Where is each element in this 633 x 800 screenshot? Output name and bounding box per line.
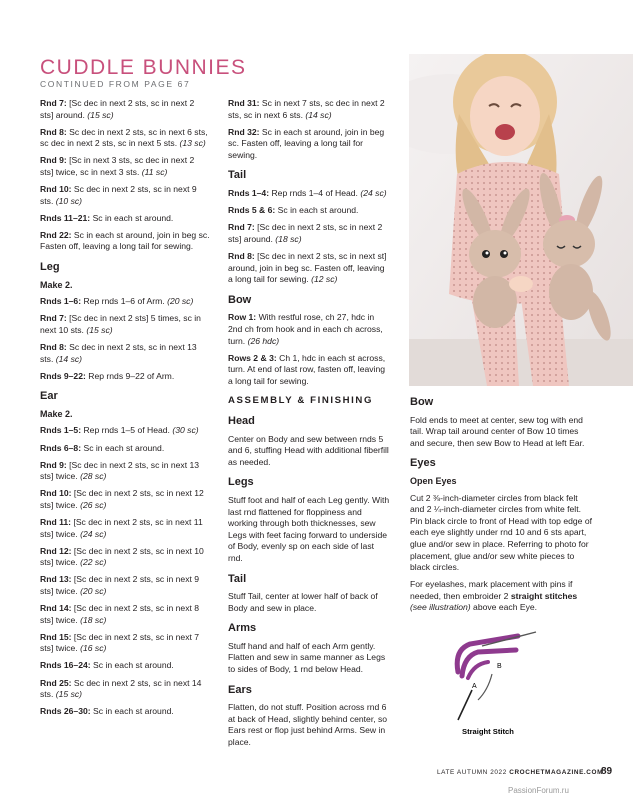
stitch-count: (28 sc)	[80, 471, 107, 482]
instruction-label: Rnd 11:	[40, 517, 72, 528]
instruction-label: Rnds 16–24:	[40, 660, 91, 671]
instruction-row	[228, 312, 390, 347]
label-a: A	[472, 683, 477, 690]
arm-rounds-list	[40, 98, 210, 253]
instruction-text: Ch 1, hdc in each st across, turn. At end of last row, fasten off, leaving a long tail for sewing.	[228, 352, 386, 386]
instruction-row	[40, 460, 210, 483]
instruction-row	[228, 98, 390, 121]
instruction-text: [Sc dec in next 2 sts, sc in next 13 sts] twice.	[40, 459, 200, 482]
instruction-text: Sc in each st around, join in beg sc. Fasten off, leaving a long tail for sewing.	[228, 126, 385, 160]
instruction-row	[40, 371, 210, 383]
stitch-count: (14 sc)	[55, 353, 83, 364]
instruction-text: Sc dec in next 2 sts, sc in next 13 sts.	[40, 342, 197, 364]
eyelash-text	[410, 579, 594, 614]
stitch-count: (24 sc)	[80, 528, 107, 539]
instruction-label: Rnd 10:	[40, 184, 72, 195]
eyes-heading: Eyes	[410, 457, 436, 470]
instruction-text: Rep rnds 9–22 of Arm.	[88, 370, 175, 381]
eyelash-text-start: For eyelashes, mark placement with pins if needed, then embroider 2	[410, 579, 573, 601]
bow-finishing-heading: Bow	[410, 396, 434, 408]
instruction-label: Rnds 26–30:	[40, 706, 91, 717]
instruction-row	[228, 127, 390, 162]
instruction-label: Rnd 8:	[40, 342, 67, 352]
instruction-label: Rnds 1–6:	[40, 296, 82, 307]
label-b: B	[497, 663, 502, 670]
instruction-label: Rnd 31:	[228, 98, 260, 108]
instruction-text: With restful rose, ch 27, hdc in 2nd ch from hook and in each ch across, turn.	[228, 312, 383, 346]
column-1	[40, 98, 210, 723]
girl-with-bunnies-photo	[409, 54, 633, 386]
instruction-row	[40, 98, 210, 121]
open-eyes-text: Cut 2 ⅜-inch-diameter circles from black felt and 2 ¼-inch-diameter circles from white felt. Pin black circle to front of Head with top edge of each eye slightly under rnd 10 and 6 sts apart, glue and/or sew in place. Referring to photo for placement, glue and/or sew white pieces to black circles.	[410, 492, 593, 573]
leg-heading: Leg	[40, 261, 60, 274]
assembly-tail-text: Stuff Tail, center at lower half of back of Body and sew in place.	[228, 591, 378, 613]
instruction-row	[40, 127, 210, 150]
stitch-count: (18 sc)	[80, 614, 107, 625]
instruction-text: [Sc dec in next 2 sts, sc in next 11 sts] twice.	[40, 517, 203, 539]
instruction-label: Rnd 9:	[40, 459, 67, 470]
stitch-count: (30 sc)	[172, 425, 199, 436]
assembly-legs-heading: Legs	[228, 476, 254, 489]
leg-make-note: Make 2.	[40, 279, 73, 290]
instruction-label: Rnd 25:	[40, 677, 72, 688]
instruction-row	[40, 296, 210, 308]
instruction-row	[40, 632, 210, 655]
instruction-row	[40, 706, 210, 718]
instruction-text: Sc in each st around.	[83, 442, 165, 453]
instruction-text: [Sc dec in next 2 sts, sc in next 9 sts] twice.	[40, 574, 200, 596]
instruction-row	[40, 603, 210, 626]
stitch-count: (14 sc)	[305, 109, 332, 120]
instruction-text: Sc in each st around.	[93, 660, 174, 671]
instruction-text: Sc dec in next 2 sts, sc in next 6 sts, sc dec in next 2 sts, sc in next 5 sts.	[40, 126, 208, 149]
instruction-text: [Sc dec in next 2 sts, sc in next 12 sts] twice.	[40, 488, 204, 510]
assembly-ears-heading: Ears	[228, 683, 252, 696]
eyelash-bold: straight stitches	[510, 590, 578, 601]
stitch-count: (26 sc)	[80, 499, 107, 510]
diagram-caption: Straight Stitch	[462, 727, 514, 736]
instruction-text: [Sc dec in next 2 sts, sc in next 10 sts] twice.	[40, 545, 204, 568]
stitch-count: (20 sc)	[80, 586, 107, 596]
tail-heading: Tail	[228, 169, 247, 182]
body-rounds-list	[228, 98, 390, 161]
stitch-count: (10 sc)	[55, 195, 83, 206]
instruction-label: Rnd 32:	[228, 126, 260, 137]
instruction-label: Rnd 7:	[228, 222, 255, 233]
instruction-label: Rnd 7:	[40, 313, 67, 324]
instruction-row	[40, 184, 210, 207]
instruction-text: [Sc dec in next 2 sts, sc in next 2 sts] around.	[228, 222, 383, 244]
assembly-legs-text: Stuff foot and half of each Leg gently. With last rnd flattened for floppiness and working through both thicknesses, sew Legs with feet facing forward to underside of Body, evenly sp on each side of last rnd.	[228, 494, 390, 563]
instruction-label: Rnd 9:	[40, 155, 67, 166]
ear-rounds-list	[40, 425, 210, 717]
instruction-label: Rows 2 & 3:	[228, 352, 277, 363]
ear-heading: Ear	[40, 390, 58, 403]
instruction-row	[40, 155, 210, 178]
instruction-label: Rnds 6–8:	[40, 442, 82, 453]
instruction-row	[40, 425, 210, 437]
instruction-label: Rnd 14:	[40, 603, 72, 614]
straight-stitch-diagram	[448, 630, 540, 745]
footer-issue	[437, 769, 603, 776]
instruction-row	[40, 342, 210, 365]
eyelash-text-end: above each Eye.	[473, 602, 538, 613]
bow-finishing-text: Fold ends to meet at center, sew tog with end tail. Wrap tail around center of Bow 10 times and secure, then sew Bow to Head at left Ear.	[410, 414, 585, 448]
instruction-row	[228, 251, 390, 286]
open-eyes-heading: Open Eyes	[410, 475, 457, 486]
leg-rounds-list	[40, 296, 210, 382]
instruction-label: Rnds 1–5:	[40, 425, 82, 436]
instruction-label: Rnds 1–4:	[228, 188, 270, 199]
instruction-label: Rnd 10:	[40, 488, 72, 499]
bow-rows-list	[228, 312, 390, 387]
assembly-head-text: Center on Body and sew between rnds 5 and 6, stuffing Head with additional fiberfill as needed.	[228, 433, 389, 467]
instruction-text: Rep rnds 1–6 of Arm.	[83, 296, 165, 307]
page-title: CUDDLE BUNNIES	[40, 56, 247, 79]
instruction-row	[228, 188, 390, 200]
stitch-count: (15 sc)	[87, 109, 114, 120]
instruction-text: [Sc dec in next 2 sts, sc in next 7 sts] twice.	[40, 631, 200, 654]
column-3	[410, 397, 594, 620]
instruction-row	[40, 660, 210, 672]
instruction-row	[228, 353, 390, 388]
instruction-label: Rnd 15:	[40, 631, 72, 642]
instruction-label: Row 1:	[228, 312, 257, 323]
instruction-text: Sc dec in next 2 sts, sc in next 9 sts.	[40, 184, 197, 206]
instruction-text: Sc in next 7 sts, sc dec in next 2 sts, sc in next 6 sts.	[228, 98, 385, 120]
instruction-text: Sc in each st around.	[277, 205, 359, 216]
assembly-arms-heading: Arms	[228, 622, 257, 635]
instruction-text: [Sc dec in next 2 sts, sc in next 8 sts] twice.	[40, 603, 200, 625]
assembly-ears-text: Flatten, do not stuff. Position across rnd 6 at back of Head, slightly behind center, so Ears rest or flop just behind Arms. Sew in place.	[228, 702, 388, 748]
tail-rounds-list	[228, 188, 390, 286]
instruction-label: Rnd 8:	[228, 250, 255, 261]
footer-site: CROCHETMAGAZINE.COM	[509, 769, 604, 776]
eyelash-italic: (see illustration)	[410, 602, 471, 613]
assembly-head-heading: Head	[228, 414, 255, 427]
instruction-text: Rep rnds 1–4 of Head.	[271, 188, 358, 199]
instruction-label: Rnd 7:	[40, 98, 67, 108]
stitch-count: (13 sc)	[179, 138, 206, 149]
assembly-heading: ASSEMBLY & FINISHING	[228, 395, 374, 407]
stitch-count: (11 sc)	[141, 166, 168, 177]
assembly-arms-text: Stuff hand and half of each Arm gently. Flatten and sew in same manner as Legs to sides of Body, 1 rnd below Head.	[228, 640, 386, 675]
instruction-row	[228, 222, 390, 245]
instruction-text: [Sc dec in next 2 sts, sc in next 2 sts] around.	[40, 98, 195, 120]
instruction-row	[40, 678, 210, 701]
instruction-label: Rnd 13:	[40, 574, 72, 585]
instruction-row	[40, 313, 210, 336]
instruction-text: [Sc dec in next 2 sts, sc in next st] around, join in beg sc. Fasten off, leaving a long tail for sewing.	[228, 250, 387, 285]
instruction-label: Rnd 8:	[40, 126, 67, 137]
instruction-row	[40, 517, 210, 540]
instruction-row	[228, 205, 390, 217]
bow-heading: Bow	[228, 293, 252, 306]
instruction-text: Rep rnds 1–5 of Head.	[83, 425, 170, 436]
instruction-text: Sc in each st around.	[92, 212, 174, 223]
instruction-label: Rnds 11–21:	[40, 212, 91, 223]
instruction-text: Sc in each st around, join in beg sc. Fasten off, leaving a long tail for sewing.	[40, 229, 210, 252]
stitch-count: (12 sc)	[311, 274, 338, 285]
column-2	[228, 98, 390, 754]
instruction-label: Rnds 5 & 6:	[228, 205, 276, 216]
instruction-row	[40, 574, 210, 597]
instruction-label: Rnd 12:	[40, 545, 72, 556]
instruction-text: Sc dec in next 2 sts, sc in next 14 sts.	[40, 677, 202, 700]
instruction-row	[40, 443, 210, 455]
stitch-count: (15 sc)	[55, 689, 83, 700]
stitch-count: (15 sc)	[86, 324, 113, 335]
instruction-text: Sc in each st around.	[93, 706, 174, 717]
stitch-count: (20 sc)	[167, 296, 194, 307]
instruction-row	[40, 230, 210, 253]
instruction-row	[40, 213, 210, 225]
page-subtitle: CONTINUED FROM PAGE 67	[40, 79, 191, 89]
instruction-row	[40, 488, 210, 511]
watermark: PassionForum.ru	[508, 786, 569, 795]
stitch-count: (18 sc)	[275, 233, 302, 244]
ear-make-note: Make 2.	[40, 408, 73, 419]
stitch-count: (22 sc)	[80, 557, 107, 568]
page-number: 89	[601, 766, 613, 777]
stitch-count: (26 hdc)	[247, 335, 280, 346]
footer-issue-date: LATE AUTUMN 2022	[437, 769, 507, 776]
instruction-label: Rnds 9–22:	[40, 370, 86, 381]
instruction-text: [Sc dec in next 2 sts] 5 times, sc in next 10 sts.	[40, 313, 201, 335]
instruction-label: Rnd 22:	[40, 229, 72, 240]
assembly-tail-heading: Tail	[228, 572, 247, 585]
stitch-count: (24 sc)	[360, 188, 387, 199]
stitch-count: (16 sc)	[80, 643, 107, 654]
instruction-text: [Sc in next 3 sts, sc dec in next 2 sts] twice, sc in next 3 sts.	[40, 155, 195, 177]
instruction-row	[40, 546, 210, 569]
